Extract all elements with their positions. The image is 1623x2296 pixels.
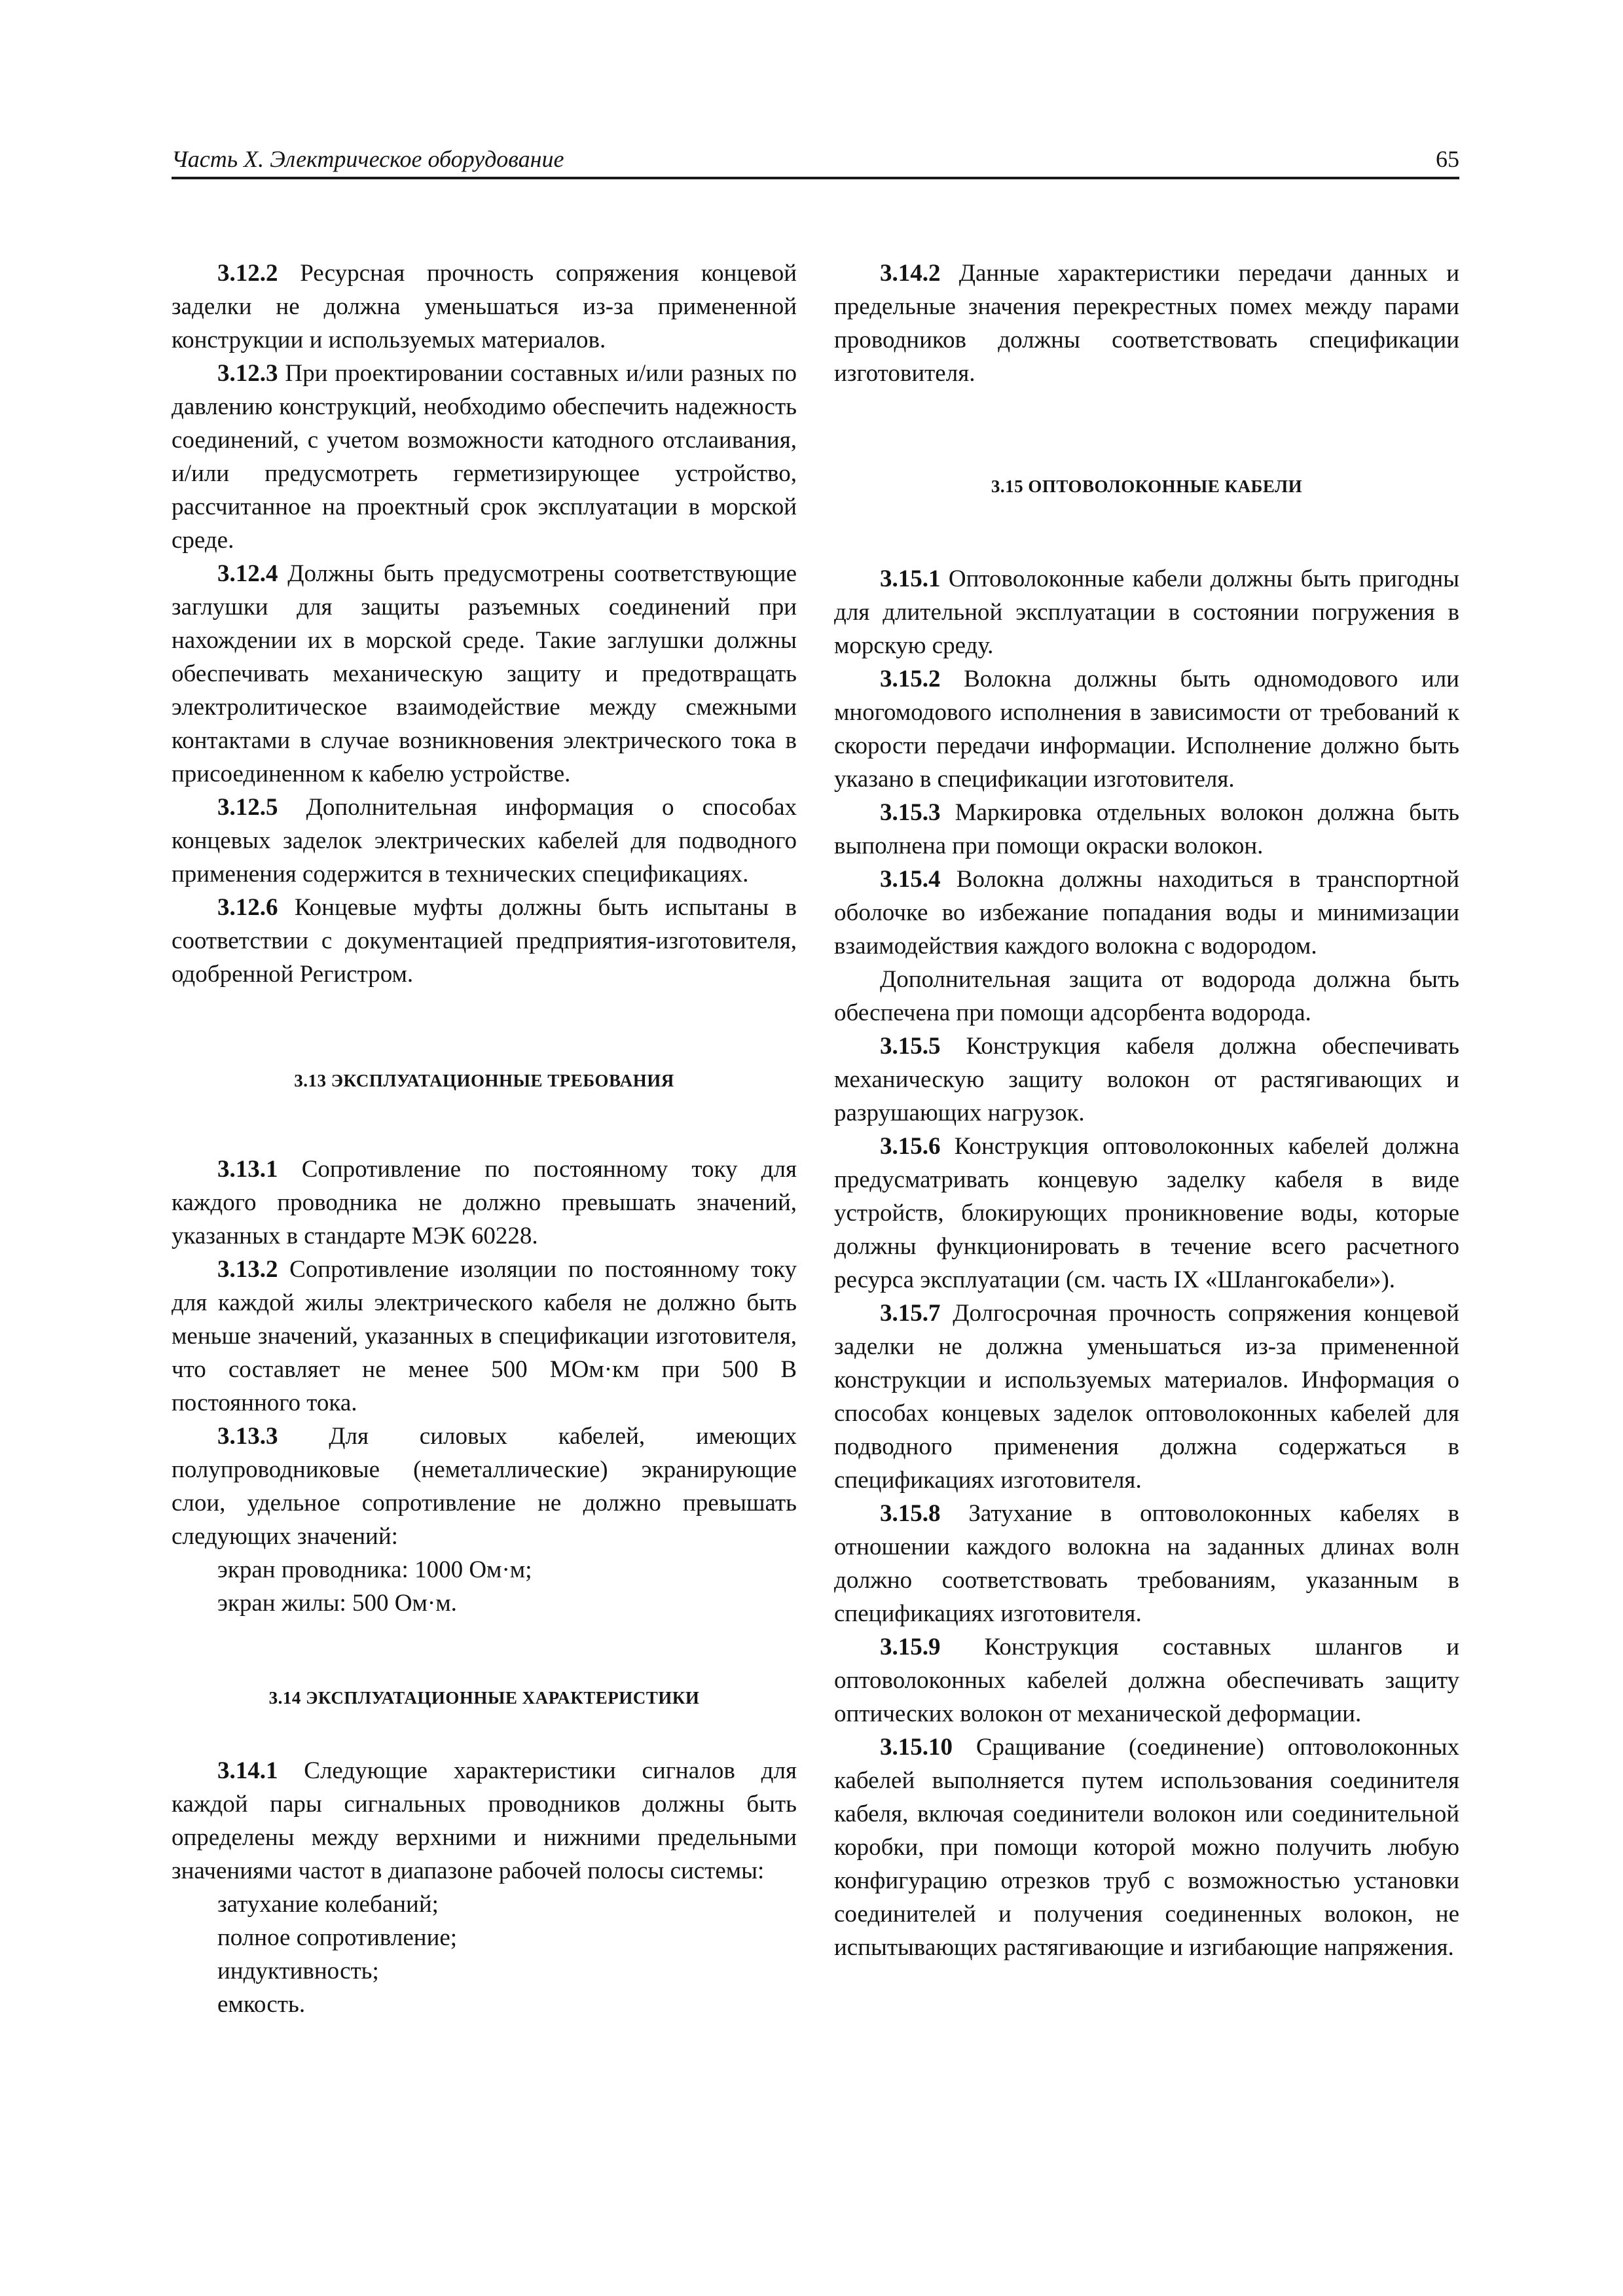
- clause-number: 3.15.5: [880, 1033, 941, 1060]
- paragraph-3-15-4: [834, 863, 1459, 963]
- paragraph-3-15-6: [834, 1130, 1459, 1297]
- clause-text: Конструкция оптоволоконных кабелей должна предусматривать концевую заделку кабеля в виде устройств, блокирующих проникновение воды, которые должны функционировать в течение всего расчетного ресурса эксплуатации (см. часть IX «Шлангокабели»).: [834, 1133, 1459, 1293]
- clause-number: 3.15.10: [880, 1734, 953, 1761]
- clause-text: Волокна должны быть одномодового или многомодового исполнения в зависимости от требований к скорости передачи информации. Исполнение должно быть указано в спецификации изготовителя.: [834, 666, 1459, 793]
- paragraph-3-15-7: [834, 1297, 1459, 1497]
- paragraph-3-12-2: [172, 257, 797, 357]
- right-column: [834, 257, 1459, 1964]
- clause-text: Концевые муфты должны быть испытаны в соответствии с документацией предприятия-изготовителя, одобренной Регистром.: [172, 894, 797, 988]
- list-item: емкость.: [217, 1991, 306, 2018]
- clause-number: 3.15.4: [880, 866, 941, 893]
- clause-text: Дополнительная информация о способах концевых заделок электрических кабелей для подводного применения содержится в технических спецификациях.: [172, 794, 797, 888]
- clause-number: 3.15.8: [880, 1500, 941, 1527]
- paragraph-3-15-3: [834, 796, 1459, 863]
- running-header: [172, 143, 1459, 179]
- paragraph-3-12-6: [172, 891, 797, 991]
- clause-number: 3.15.2: [880, 666, 941, 692]
- clause-number: 3.15.7: [880, 1300, 941, 1327]
- left-column: [172, 257, 797, 2021]
- paragraph-3-13-2: [172, 1253, 797, 1420]
- clause-number: 3.15.1: [880, 565, 941, 592]
- paragraph-3-15-8: [834, 1497, 1459, 1630]
- clause-text: При проектировании составных и/или разных по давлению конструкций, необходимо обеспечить надежность соединений, с учетом возможности катодного отслаивания, и/или предусмотреть герметизирующее устройство, рассчитанное на проектный срок эксплуатации в морской среде.: [172, 360, 797, 554]
- page-number: 65: [1436, 146, 1459, 172]
- clause-number: 3.13.2: [217, 1256, 278, 1283]
- clause-number: 3.15.3: [880, 799, 941, 826]
- list-item: полное сопротивление;: [217, 1924, 458, 1951]
- paragraph-3-13-1: [172, 1153, 797, 1253]
- list-item: экран проводника: 1000 Ом·м;: [217, 1556, 532, 1583]
- clause-text: Данные характеристики передачи данных и предельные значения перекрестных помех между парами проводников должны соответствовать спецификации изготовителя.: [834, 260, 1459, 387]
- clause-text: Долгосрочная прочность сопряжения концевой заделки не должна уменьшаться из-за примененной конструкции и используемых материалов. Информация о способах концевых заделок оптоволоконных кабелей для подводного применения должна содержаться в спецификациях изготовителя.: [834, 1300, 1459, 1494]
- paragraph-3-12-5: [172, 791, 797, 891]
- clause-text: Ресурсная прочность сопряжения концевой заделки не должна уменьшаться из-за примененной конструкции и используемых материалов.: [172, 260, 797, 353]
- paragraph-3-14-2: [834, 257, 1459, 390]
- clause-text: Для силовых кабелей, имеющих полупроводниковые (неметаллические) экранирующие слои, удельное сопротивление не должно превышать следующих значений:: [172, 1423, 797, 1550]
- clause-number: 3.14.1: [217, 1757, 278, 1784]
- list-item: индуктивность;: [217, 1958, 379, 1984]
- clause-text: Затухание в оптоволоконных кабелях в отношении каждого волокна на заданных длинах волн должно соответствовать требованиям, указанным в спецификациях изготовителя.: [834, 1500, 1459, 1627]
- clause-text: Волокна должны находиться в транспортной оболочке во избежание попадания воды и минимизации взаимодействия каждого волокна с водородом.: [834, 866, 1459, 960]
- paragraph-3-12-3: [172, 357, 797, 557]
- clause-number: 3.13.1: [217, 1156, 278, 1183]
- clause-number: 3.13.3: [217, 1423, 278, 1450]
- clause-text: Маркировка отдельных волокон должна быть выполнена при помощи окраски волокон.: [834, 799, 1459, 859]
- paragraph-3-12-4: [172, 557, 797, 791]
- section-heading-3-13: 3.13 ЭКСПЛУАТАЦИОННЫЕ ТРЕБОВАНИЯ: [294, 1071, 674, 1090]
- clause-number: 3.14.2: [880, 260, 941, 287]
- clause-text: Следующие характеристики сигналов для каждой пары сигнальных проводников должны быть определены между верхними и нижними предельными значениями частот в диапазоне рабочей полосы системы:: [172, 1757, 797, 1884]
- section-heading-3-14: 3.14 ЭКСПЛУАТАЦИОННЫЕ ХАРАКТЕРИСТИКИ: [268, 1688, 700, 1708]
- clause-number: 3.12.5: [217, 794, 278, 821]
- paragraph-3-15-2: [834, 662, 1459, 796]
- clause-text: Сращивание (соединение) оптоволоконных кабелей выполняется путем использования соединителя кабеля, включая соединители волокон или соединительной коробки, при помощи которой можно получить любую конфигурацию отрезков труб с возможностью установки соединителей и получения соединенных волокон, не испытывающих растягивающие и изгибающие напряжения.: [834, 1734, 1459, 1961]
- paragraph-3-15-5: [834, 1030, 1459, 1130]
- clause-number: 3.15.6: [880, 1133, 941, 1160]
- paragraph-3-14-1: [172, 1754, 797, 1888]
- paragraph-3-15-1: [834, 562, 1459, 662]
- clause-number: 3.15.9: [880, 1634, 941, 1660]
- paragraph-3-13-3: [172, 1420, 797, 1553]
- clause-number: 3.12.3: [217, 360, 278, 387]
- clause-text: Сопротивление по постоянному току для каждого проводника не должно превышать значений, указанных в стандарте МЭК 60228.: [172, 1156, 797, 1249]
- clause-text: Конструкция составных шлангов и оптоволоконных кабелей должна обеспечивать защиту оптических волокон от механической деформации.: [834, 1634, 1459, 1727]
- clause-number: 3.12.2: [217, 260, 278, 287]
- clause-text: Конструкция кабеля должна обеспечивать механическую защиту волокон от растягивающих и разрушающих нагрузок.: [834, 1033, 1459, 1126]
- paragraph-3-15-10: [834, 1731, 1459, 1964]
- header-title: Часть X. Электрическое оборудование: [172, 146, 564, 172]
- clause-number: 3.12.6: [217, 894, 278, 921]
- list-item: затухание колебаний;: [217, 1891, 439, 1918]
- clause-text: Должны быть предусмотрены соответствующие заглушки для защиты разъемных соединений при нахождении их в морской среде. Такие заглушки должны обеспечивать механическую защиту и предотвращать электролитическое взаимодействие между смежными контактами в случае возникновения электрического тока в присоединенном к кабелю устройстве.: [172, 560, 797, 787]
- paragraph-3-15-4-continued: Дополнительная защита от водорода должна быть обеспечена при помощи адсорбента водорода.: [834, 966, 1459, 1026]
- clause-text: Оптоволоконные кабели должны быть пригодны для длительной эксплуатации в состоянии погружения в морскую среду.: [834, 565, 1459, 659]
- paragraph-3-15-9: [834, 1630, 1459, 1731]
- list-item: экран жилы: 500 Ом·м.: [217, 1590, 457, 1617]
- clause-number: 3.12.4: [217, 560, 278, 587]
- section-heading-3-15: 3.15 ОПТОВОЛОКОННЫЕ КАБЕЛИ: [991, 476, 1303, 496]
- clause-text: Сопротивление изоляции по постоянному току для каждой жилы электрического кабеля не должно быть меньше значений, указанных в спецификации изготовителя, что составляет не менее 500 МОм·км при 500 В постоянного тока.: [172, 1256, 797, 1416]
